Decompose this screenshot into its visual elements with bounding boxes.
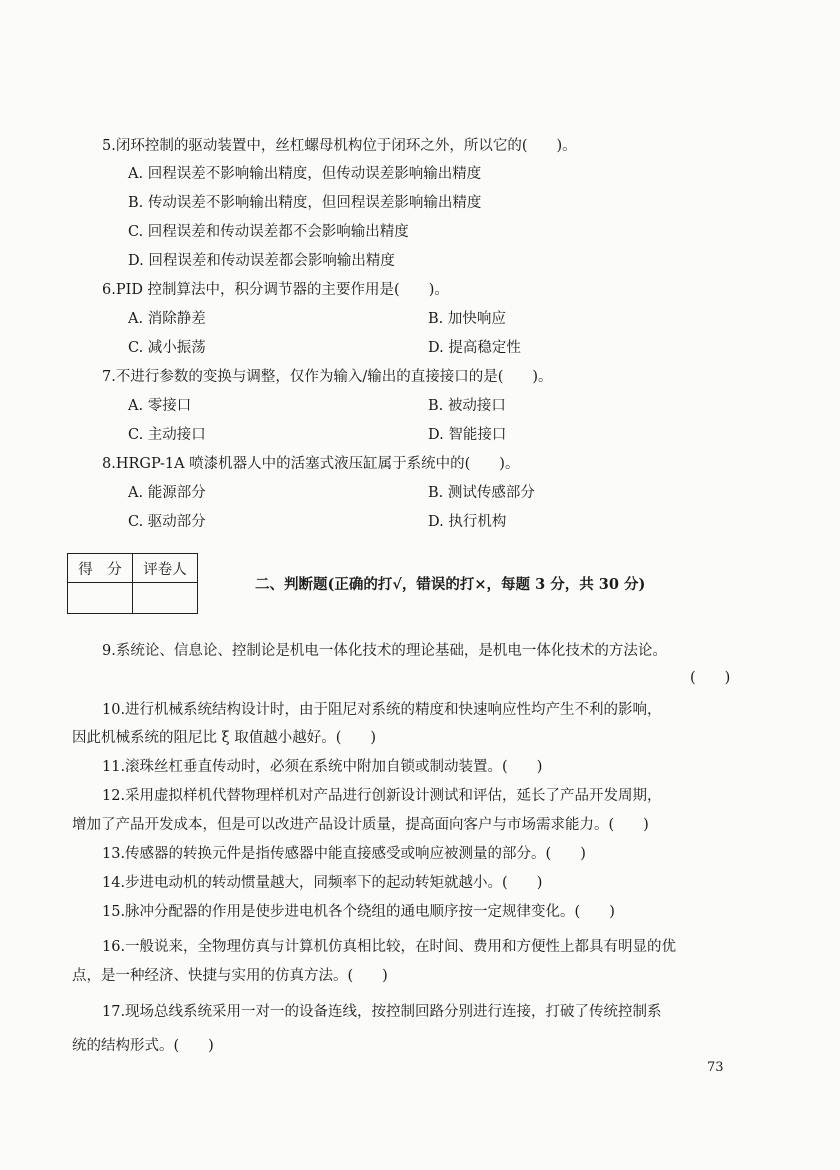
score-box — [67, 553, 198, 614]
question-7-stem: 7.不进行参数的变换与调整，仅作为输入/输出的直接接口的是( )。 — [102, 369, 553, 385]
question-5-stem: 5.闭环控制的驱动装置中，丝杠螺母机构位于闭环之外，所以它的( )。 — [102, 138, 577, 154]
question-13-text: 13.传感器的转换元件是指传感器中能直接感受或响应被测量的部分。( ) — [102, 846, 586, 862]
question-6-option-c: C. 减小振荡 — [128, 340, 206, 356]
question-8-option-b: B. 测试传感部分 — [428, 485, 535, 501]
question-9-answer-paren[interactable]: ( ) — [690, 670, 731, 686]
question-5-option-b: B. 传动误差不影响输出精度，但回程误差影响输出精度 — [128, 195, 482, 211]
question-6-option-d: D. 提高稳定性 — [428, 340, 521, 356]
question-15-text: 15.脉冲分配器的作用是使步进电机各个绕组的通电顺序按一定规律变化。( ) — [102, 904, 615, 920]
question-17-line1: 17.现场总线系统采用一对一的设备连线，按控制回路分别进行连接，打破了传统控制系 — [102, 1004, 662, 1020]
question-5-option-c: C. 回程误差和传动误差都不会影响输出精度 — [128, 224, 409, 240]
question-17-line2: 统的结构形式。( ) — [72, 1038, 214, 1054]
score-field[interactable] — [68, 583, 133, 614]
question-8-option-d: D. 执行机构 — [428, 514, 507, 530]
question-6-stem: 6.PID 控制算法中，积分调节器的主要作用是( )。 — [102, 282, 449, 298]
question-6-option-b: B. 加快响应 — [428, 311, 506, 327]
question-12-line2: 增加了产品开发成本，但是可以改进产品设计质量，提高面向客户与市场需求能力。( ) — [72, 817, 649, 833]
question-8-stem: 8.HRGP-1A 喷漆机器人中的活塞式液压缸属于系统中的( )。 — [102, 456, 520, 472]
question-5-option-a: A. 回程误差不影响输出精度，但传动误差影响输出精度 — [128, 166, 482, 182]
question-6-option-a: A. 消除静差 — [128, 311, 206, 327]
question-12-line1: 12.采用虚拟样机代替物理样机对产品进行创新设计测试和评估，延长了产品开发周期， — [102, 788, 662, 804]
question-8-option-c: C. 驱动部分 — [128, 514, 206, 530]
question-16-line2: 点，是一种经济、快捷与实用的仿真方法。( ) — [72, 968, 388, 984]
question-16-line1: 16.一般说来，全物理仿真与计算机仿真相比较，在时间、费用和方便性上都具有明显的优 — [102, 939, 677, 955]
question-7-option-d: D. 智能接口 — [428, 427, 507, 443]
page-number: 73 — [707, 1060, 724, 1075]
question-7-option-b: B. 被动接口 — [428, 398, 506, 414]
question-11-text: 11.滚珠丝杠垂直传动时，必须在系统中附加自锁或制动装置。( ) — [102, 759, 543, 775]
question-5-option-d: D. 回程误差和传动误差都会影响输出精度 — [128, 253, 395, 269]
grader-label: 评卷人 — [133, 554, 198, 583]
section-2-title: 二、判断题(正确的打√，错误的打×，每题 3 分，共 30 分) — [255, 576, 646, 593]
question-10-line2: 因此机械系统的阻尼比 ξ 取值越小越好。( ) — [72, 730, 377, 746]
grader-field[interactable] — [133, 583, 198, 614]
score-label: 得 分 — [68, 554, 133, 583]
question-7-option-c: C. 主动接口 — [128, 427, 206, 443]
question-7-option-a: A. 零接口 — [128, 398, 192, 414]
question-10-line1: 10.进行机械系统结构设计时，由于阻尼对系统的精度和快速响应性均产生不利的影响， — [102, 702, 662, 718]
question-14-text: 14.步进电动机的转动惯量越大，同频率下的起动转矩就越小。( ) — [102, 875, 543, 891]
question-9-text: 9.系统论、信息论、控制论是机电一体化技术的理论基础，是机电一体化技术的方法论。 — [102, 643, 667, 659]
question-8-option-a: A. 能源部分 — [128, 485, 206, 501]
